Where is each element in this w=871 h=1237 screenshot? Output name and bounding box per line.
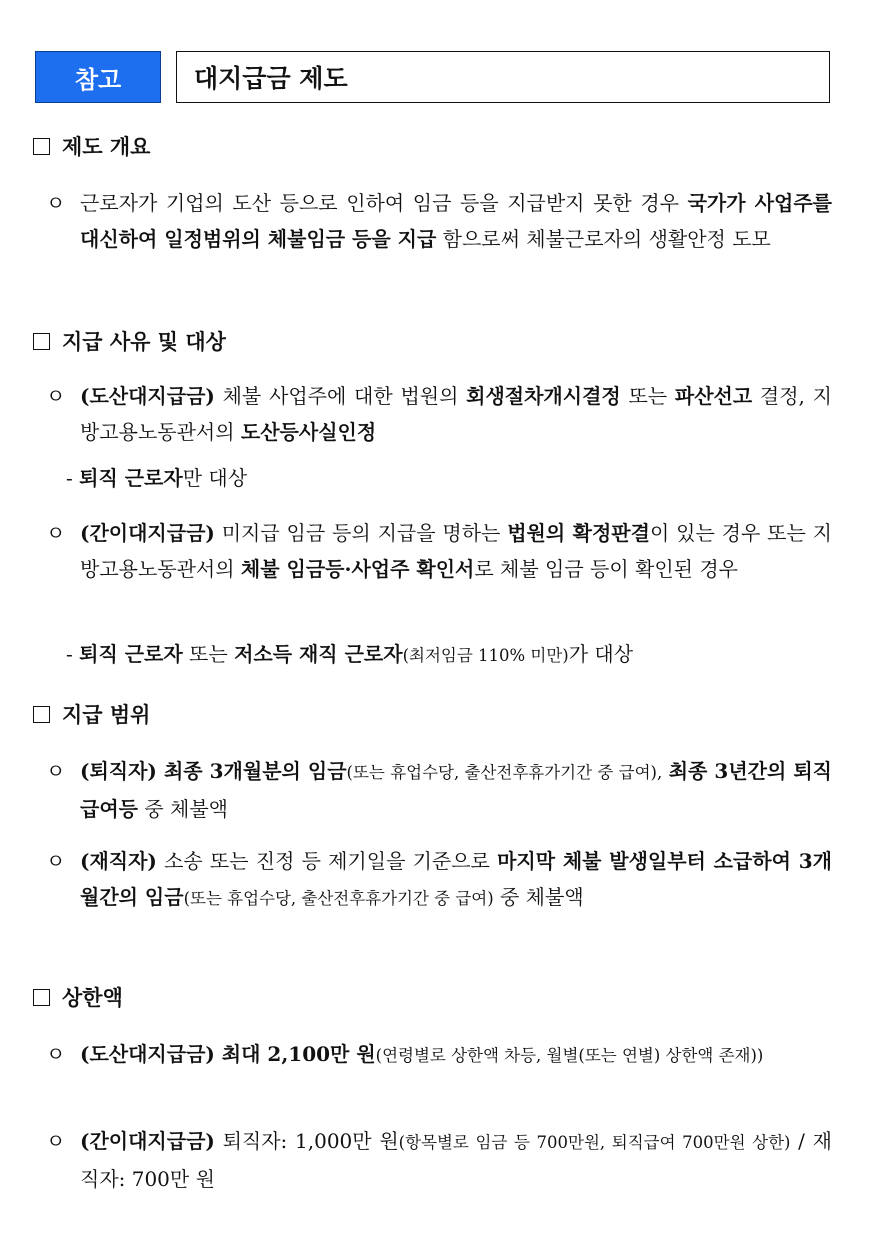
circle-bullet-icon: ㅇ	[46, 759, 66, 783]
bold-text-run: 법원의 확정판결	[507, 521, 650, 545]
text-run: 이 있는 경우 또는 지방고용노동관서의	[80, 521, 832, 581]
page-title: 대지급금 제도	[176, 51, 830, 103]
square-bullet-icon	[33, 989, 50, 1006]
bold-text-run: 체불 임금등·사업주 확인서	[240, 557, 475, 581]
text-run: (또는 휴업수당, 출산전후휴가기간 중 급여)	[183, 889, 494, 908]
bold-text-run: (도산대지급금) 최대 2,100만 원	[80, 1042, 376, 1066]
text-run: 중 체불액	[137, 797, 228, 821]
bold-text-run: 회생절차개시결정	[466, 384, 621, 408]
text-run: 결정, 지방고용노동관서의	[80, 384, 832, 444]
text-run: 만 대상	[182, 466, 248, 490]
text-run: 가 대상	[568, 642, 634, 666]
text-run: (또는 휴업수당, 출산전후휴가기간 중 급여),	[346, 763, 663, 782]
bold-text-run: 저소득 재직 근로자	[234, 642, 403, 666]
bold-text-run: 파산선고	[674, 384, 753, 408]
circle-bullet-icon: ㅇ	[46, 1129, 66, 1153]
text-run: 소송 또는 진정 등 제기일을 기준으로	[156, 849, 498, 873]
text-run: 체불 사업주에 대한 법원의	[214, 384, 467, 408]
bold-text-run: 국가가 사업주를 대신하여 일정범위의 체불임금 등을 지급	[80, 191, 832, 251]
text-run: 미지급 임금 등의 지급을 명하는	[214, 521, 508, 545]
dash-marker: -	[66, 466, 73, 490]
section-heading-cap: 상한액	[33, 983, 123, 1013]
dash-marker: -	[66, 642, 73, 666]
circle-bullet-icon: ㅇ	[46, 849, 66, 873]
text-run: (항목별로 임금 등 700만원, 퇴직급여 700만원 상한)	[398, 1133, 791, 1152]
square-bullet-icon	[33, 138, 50, 155]
circle-bullet-icon: ㅇ	[46, 1042, 66, 1066]
dash-line	[66, 460, 247, 496]
section-heading-overview: 제도 개요	[33, 132, 150, 162]
text-run: (최저임금 110% 미만)	[402, 646, 569, 665]
text-run: (연령별로 상한액 차등, 월별(또는 연별) 상한액 존재))	[375, 1046, 764, 1065]
bullet-paragraph	[80, 1036, 832, 1074]
bullet-paragraph	[80, 378, 832, 450]
reference-tag: 참고	[35, 51, 161, 103]
bullet-paragraph	[80, 1123, 832, 1197]
bullet-paragraph	[80, 515, 832, 587]
text-run: 함으로써 체불근로자의 생활안정 도모	[436, 227, 771, 251]
bullet-paragraph	[80, 843, 832, 917]
text-run: 또는	[182, 642, 235, 666]
bold-text-run: (간이대지급금)	[80, 1129, 215, 1153]
text-run: 로 체불 임금 등이 확인된 경우	[474, 557, 738, 581]
bold-text-run: 퇴직 근로자	[79, 642, 183, 666]
dash-line	[66, 636, 633, 674]
bold-text-run: 도산등사실인정	[240, 420, 377, 444]
dash-text	[79, 466, 247, 490]
bold-text-run: 마지막 체불 발생일부터 소급하여 3개월간의 임금	[80, 849, 832, 909]
circle-bullet-icon: ㅇ	[46, 191, 66, 215]
square-bullet-icon	[33, 706, 50, 723]
text-run: / 재직자: 700만 원	[80, 1129, 832, 1191]
text-run: 근로자가 기업의 도산 등으로 인하여 임금 등을 지급받지 못한 경우	[80, 191, 688, 215]
bold-text-run: (재직자)	[80, 849, 157, 873]
bullet-paragraph	[80, 185, 832, 257]
section-heading-scope: 지급 범위	[33, 700, 150, 730]
square-bullet-icon	[33, 333, 50, 350]
text-run: 퇴직자: 1,000만 원	[214, 1129, 399, 1153]
bold-text-run: (퇴직자) 최종 3개월분의 임금	[80, 759, 347, 783]
bold-text-run: (도산대지급금)	[80, 384, 215, 408]
section-heading-eligibility: 지급 사유 및 대상	[33, 327, 226, 357]
bold-text-run: 퇴직 근로자	[79, 466, 183, 490]
bold-text-run: (간이대지급금)	[80, 521, 215, 545]
text-run: 또는	[620, 384, 675, 408]
bullet-paragraph	[80, 753, 832, 827]
text-run: 중 체불액	[493, 885, 584, 909]
circle-bullet-icon: ㅇ	[46, 521, 66, 545]
dash-text	[79, 642, 633, 666]
circle-bullet-icon: ㅇ	[46, 384, 66, 408]
bold-text-run: 최종 3년간의 퇴직급여등	[80, 759, 832, 821]
